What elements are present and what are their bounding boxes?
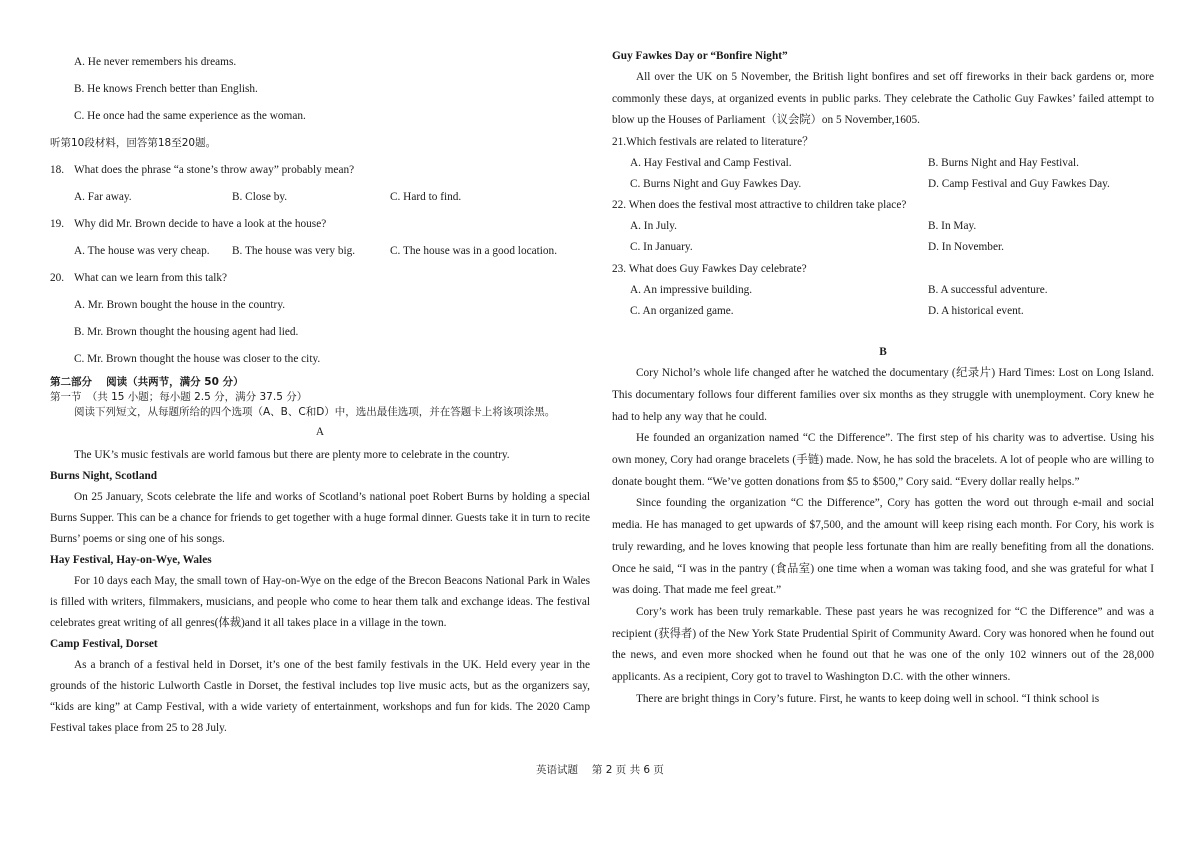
question-text: What can we learn from this talk?: [74, 272, 228, 284]
q17-option-a: A. He never remembers his dreams.: [74, 56, 237, 68]
hay-festival-text: For 10 days each May, the small town of Hay-on-Wye on the edge of the Brecon Beacons National Park in Wales is filled with writers, filmmakers, musicians, and people who come to hear them talk and exchange ideas. The festival celebrates great writing of all genres(体裁)and it all takes place in a village in the town.: [50, 575, 590, 629]
question-number: 19.: [50, 218, 65, 230]
option: A. An impressive building.: [630, 283, 753, 296]
option: C. In January.: [630, 241, 693, 254]
page-footer: 英语试题 第 2 页 共 6 页: [536, 764, 664, 776]
option: B. A successful adventure.: [928, 283, 1048, 296]
option: A. Far away.: [74, 191, 132, 203]
q21-options-row2: [612, 174, 1154, 195]
q19-options: [50, 238, 590, 265]
option: A. The house was very cheap.: [74, 245, 210, 257]
q18-options: [50, 184, 590, 211]
option: C. Hard to find.: [390, 191, 462, 203]
q23-options-row2: [612, 301, 1154, 322]
question-18: [50, 157, 590, 184]
question-number: 20.: [50, 272, 65, 284]
q20-option-c: C. Mr. Brown thought the house was closer to the city.: [74, 353, 321, 365]
question-20: [50, 265, 590, 292]
question-22: 22. When does the festival most attractive to children take place?: [612, 199, 907, 212]
question-23: 23. What does Guy Fawkes Day celebrate?: [612, 262, 807, 275]
option: C. The house was in a good location.: [390, 245, 558, 257]
question-text: Why did Mr. Brown decide to have a look at the house?: [74, 218, 327, 230]
passage-b-paragraph-5: There are bright things in Cory’s future. First, he wants to keep doing well in school. “I think school is: [636, 692, 1100, 705]
guy-fawkes-heading: Guy Fawkes Day or “Bonfire Night”: [612, 50, 788, 62]
q22-options-row1: [612, 216, 1154, 237]
option: C. An organized game.: [630, 305, 734, 318]
option: D. In November.: [928, 241, 1004, 254]
passage-a-label: A: [315, 426, 325, 438]
part-two-title: 第二部分 阅读（共两节，满分 50 分）: [50, 376, 244, 388]
passage-b-paragraph-2: He founded an organization named “C the Difference”. The first step of his charity was to advertise. Using his own money, Cory had orange bracelets (手链) made. Now, he has sold the bracelets. A lot of people who are willing to donate bought them. “We’ve gotten donations from $5 to $500,” Cory said. “Every dollar really helps.”: [612, 432, 1154, 488]
listening-instruction: 听第10段材料，回答第18至20题。: [50, 137, 217, 149]
question-21: 21.Which festivals are related to literature？: [612, 135, 814, 148]
q17-option-c: C. He once had the same experience as the woman.: [74, 110, 306, 122]
left-column: [50, 49, 590, 739]
option: A. In July.: [630, 220, 677, 233]
camp-festival-text: As a branch of a festival held in Dorset, it’s one of the best family festivals in the UK. Held every year in the grounds of the historic Lulworth Castle in Dorset, the festival includes top live music acts, but as the organizers say, “kids are king” at Camp Festival, with a wide variety of entertainment, workshops and fun for kids. The 2020 Camp Festival takes place from 25 to 28 July.: [50, 659, 590, 734]
option: B. Burns Night and Hay Festival.: [928, 156, 1079, 169]
right-column: [612, 46, 1154, 710]
burns-night-heading: Burns Night, Scotland: [50, 470, 158, 482]
passage-a-intro: The UK’s music festivals are world famous but there are plenty more to celebrate in the country.: [74, 449, 510, 461]
camp-festival-heading: Camp Festival, Dorset: [50, 638, 158, 650]
q22-options-row2: [612, 237, 1154, 258]
question-text: What does the phrase “a stone’s throw away” probably mean?: [74, 164, 355, 176]
passage-b-paragraph-4: Cory’s work has been truly remarkable. These past years he was recognized for “C the Difference” and was a recipient (获得者) of the New York State Prudential Spirit of Community Award. Cory was honored when he found out the news, and even more shocked when he found out that he was one of the only 102 winners out of the 28,000 applicants. As a recipient, Cory got to travel to Washington D.C. with the other winners.: [612, 605, 1154, 684]
option: D. Camp Festival and Guy Fawkes Day.: [928, 177, 1110, 190]
option: B. Close by.: [232, 191, 288, 203]
option: B. In May.: [928, 220, 977, 233]
passage-b-paragraph-3: Since founding the organization “C the Difference”, Cory has gotten the word out through e-mail and social media. He has managed to get upwards of $7,500, and the amount will keep rising each month. For Cory, his work is truly rewarding, and he loves knowing that people less fortunate than him are really benefiting from all the donations. Once he said, “I was in the pantry (食品室) one time when a woman was taking food, and she was grateful for what I was doing. That made me feel great.”: [612, 497, 1154, 597]
question-19: [50, 211, 590, 238]
reading-instruction: 阅读下列短文，从每题所给的四个选项（A、B、C和D）中，选出最佳选项，并在答题卡上将该项涂黑。: [74, 406, 556, 418]
option: C. Burns Night and Guy Fawkes Day.: [630, 177, 802, 190]
q23-options-row1: [612, 280, 1154, 301]
passage-b-label: B: [879, 346, 887, 359]
question-number: 18.: [50, 164, 65, 176]
section-one-title: 第一节 （共 15 小题；每小题 2.5 分，满分 37.5 分）: [50, 391, 308, 403]
q21-options-row1: [612, 153, 1154, 174]
option: A. Hay Festival and Camp Festival.: [630, 156, 792, 169]
option: B. The house was very big.: [232, 245, 356, 257]
guy-fawkes-text: All over the UK on 5 November, the British light bonfires and set off fireworks in their back gardens or, more commonly these days, at organized events in public parks. They celebrate the Catholic Guy Fawkes’ failed attempt to blow up the Houses of Parliament（议会院）on 5 November,1605.: [612, 71, 1154, 126]
q20-option-a: A. Mr. Brown bought the house in the country.: [74, 299, 286, 311]
q17-option-b: B. He knows French better than English.: [74, 83, 258, 95]
passage-b-paragraph-1: Cory Nichol’s whole life changed after he watched the documentary (纪录片) Hard Times: Lost on Long Island. This documentary follows four different families over six months as they struggle with unemployment. Cory knew he had to help any way that he could.: [612, 367, 1154, 423]
burns-night-text: On 25 January, Scots celebrate the life and works of Scotland’s national poet Robert Burns by holding a special Burns Supper. This can be a chance for friends to get together with a huge formal dinner. Guests take it in turn to recite Burns’ poems or sing one of his songs.: [50, 491, 590, 545]
option: D. A historical event.: [928, 305, 1024, 318]
hay-festival-heading: Hay Festival, Hay-on-Wye, Wales: [50, 554, 212, 566]
q20-option-b: B. Mr. Brown thought the housing agent had lied.: [74, 326, 299, 338]
